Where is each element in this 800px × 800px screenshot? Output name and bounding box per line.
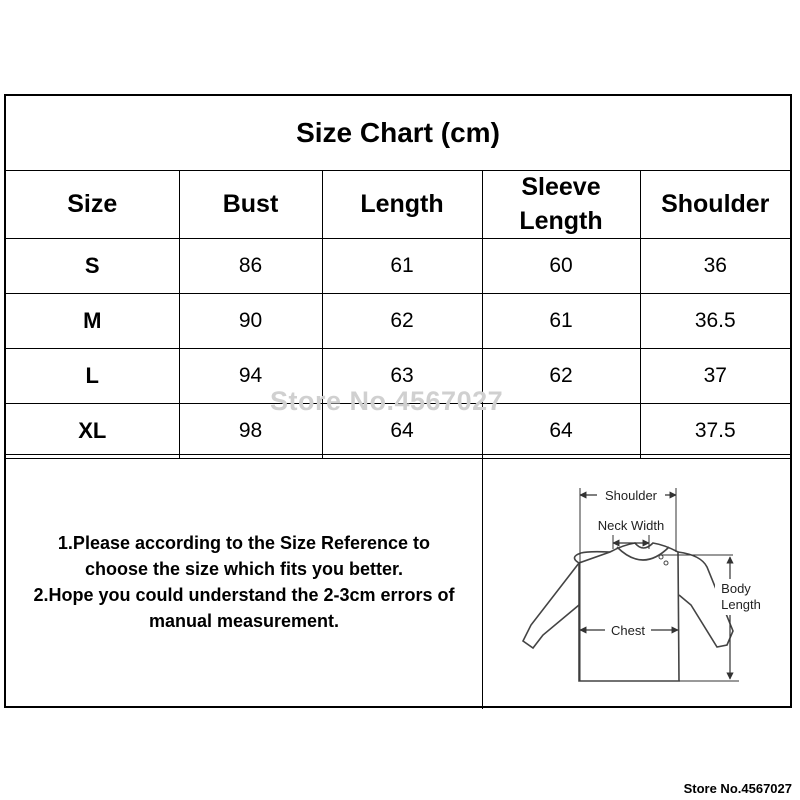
length-cell: 62	[322, 294, 482, 349]
header-bust: Bust	[179, 170, 322, 239]
shoulder-cell: 37	[640, 349, 790, 404]
table-row	[6, 239, 790, 294]
sleeve-cell: 64	[482, 404, 640, 459]
header-shoulder: Shoulder	[640, 170, 790, 239]
note-line: 2.Hope you could understand the 2-3cm errors of	[33, 585, 455, 605]
size-cell: XL	[6, 404, 179, 459]
shoulder-cell: 37.5	[640, 404, 790, 459]
shoulder-cell: 36.5	[640, 294, 790, 349]
bust-cell: 90	[179, 294, 322, 349]
note-line: 1.Please according to the Size Reference to	[57, 533, 431, 553]
size-chart	[4, 94, 792, 708]
length-cell: 64	[322, 404, 482, 459]
bust-cell: 86	[179, 239, 322, 294]
sleeve-cell: 62	[482, 349, 640, 404]
size-cell: L	[6, 349, 179, 404]
chart-title: Size Chart (cm)	[6, 96, 790, 171]
size-cell: S	[6, 239, 179, 294]
sleeve-cell: 60	[482, 239, 640, 294]
header-size: Size	[6, 170, 179, 239]
chest-label: Chest	[611, 623, 645, 638]
shirt-diagram-icon	[483, 455, 790, 709]
table-header-row	[6, 170, 790, 239]
shoulder-label: Shoulder	[604, 488, 658, 503]
bust-cell: 98	[179, 404, 322, 459]
header-length: Length	[322, 170, 482, 239]
shoulder-cell: 36	[640, 239, 790, 294]
length-cell: 61	[322, 239, 482, 294]
note-line: manual measurement.	[148, 611, 340, 631]
body-length-label: Length	[721, 597, 761, 612]
measurement-notes	[6, 455, 483, 709]
neck-width-label: Neck Width	[597, 518, 665, 533]
size-cell: M	[6, 294, 179, 349]
store-watermark: Store No.4567027	[270, 386, 504, 416]
sleeve-cell: 61	[482, 294, 640, 349]
body-length-label: Body	[721, 581, 751, 596]
length-cell: 63	[322, 349, 482, 404]
table-row	[6, 294, 790, 349]
note-line: choose the size which fits you better.	[84, 559, 404, 579]
footer-store-label: Store No.4567027	[683, 781, 792, 796]
bust-cell: 94	[179, 349, 322, 404]
bottom-section	[6, 454, 790, 709]
measurement-diagram	[483, 455, 790, 709]
header-sleeve-length: Sleeve Length	[482, 170, 640, 239]
